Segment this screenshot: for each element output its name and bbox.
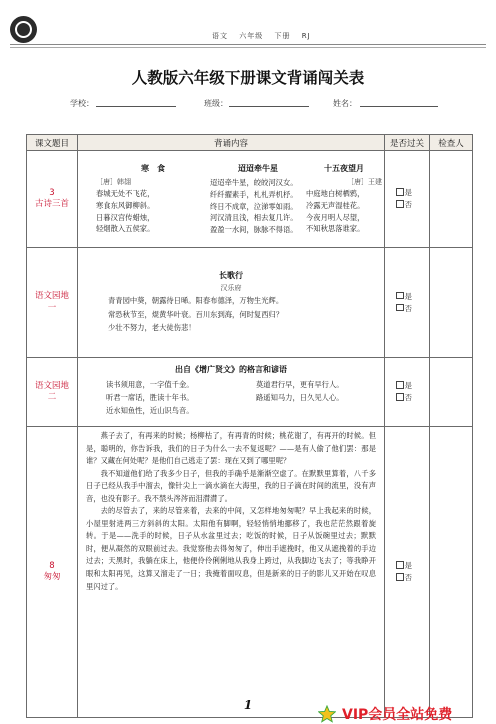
poem: 寒 食 ［唐］韩翃 春城无处不飞花， 寒食东风御柳斜。 日暮汉宫传蜡烛， 轻烟散入五侯家。 (96, 164, 165, 234)
star-icon (318, 705, 336, 723)
class-field[interactable] (229, 98, 309, 107)
checkbox-yes[interactable] (396, 188, 404, 196)
checkbox-no[interactable] (396, 573, 404, 581)
pass-check[interactable]: 是 否 (385, 358, 430, 427)
table-row (27, 151, 473, 248)
school-label: 学校： (70, 99, 94, 108)
checkbox-yes[interactable] (396, 561, 404, 569)
header-divider (10, 44, 486, 45)
poem: 迢迢牵牛星 迢迢牵牛星，皎皎河汉女。 纤纤擢素手，札札弄机杼。 终日不成章，泣涕零如雨。 河汉清且浅，相去复几许。 盈盈一水间，脉脉不得语。 (210, 164, 298, 234)
header-edition: RJ (301, 32, 311, 40)
page-number: 1 (243, 698, 253, 712)
header-divider-thin (10, 47, 486, 48)
recite-content: 出自《增广贤文》的格言和谚语 读书须用意，一字值千金。 莫道君行早，更有早行人。 听君一席话，胜读十年书。 路遥知马力，日久见人心。 近水知鱼性，近山识鸟音。 (78, 358, 385, 427)
table-row (27, 427, 473, 718)
lesson-title: 语文园地 一 (27, 248, 78, 358)
vip-text: VIP会员全站免费 (342, 707, 453, 723)
recitation-table (26, 134, 473, 718)
checkbox-no[interactable] (396, 304, 404, 312)
header-info (212, 31, 319, 41)
header-title: 课文题目 (27, 135, 78, 151)
table-row (27, 358, 473, 427)
table-header-row (27, 135, 473, 151)
table-row (27, 248, 473, 358)
checkbox-no[interactable] (396, 200, 404, 208)
recite-content: 燕子去了，有再来的时候；杨柳枯了，有再青的时候；桃花谢了，有再开的时候。但是，聪明的，你告诉我，我们的日子为什么一去不复返呢？——是有人偷了他们罢：那是谁？又藏在何处呢？是他们自己逃走了罢：现在又到了哪里呢？ 我不知道他们给了我多少日子，但我的手确乎是渐渐空虚了。在默默里算着，八千多日子已经从我手中溜去，像针尖上一滴水滴在大海里，我的日子滴在时间的流里，没有声音，也没有影子。我不禁头涔涔而泪潸潸了。 去的尽管去了，来的尽管来着，去来的中间，又怎样地匆匆呢？早上我起来的时候，小屋里射进两三方斜斜的太阳。太阳他有脚啊，轻轻悄悄地挪移了，我也茫茫然跟着旋转。于是——洗手的时候，日子从水盆里过去；吃饭的时候，日子从饭碗里过去；默默时，便从凝然的双眼前过去。我觉察他去得匆匆了，伸出手遮挽时，他又从遮挽着的手边过去；天黑时，我躺在床上，他便伶伶俐俐地从我身上跨过，从我脚边飞去了；等我睁开眼和太阳再见，这算又溜走了一日；我掩着面叹息，但是新来的日子的影儿又开始在叹息里闪过了。 (78, 427, 385, 718)
vip-watermark (318, 704, 452, 724)
name-field[interactable] (360, 98, 438, 107)
header-pass: 是否过关 (385, 135, 430, 151)
checkbox-yes[interactable] (396, 381, 404, 389)
recite-content (78, 151, 385, 248)
recite-content: 长歌行 汉乐府 青青园中葵，朝露待日晞。阳春布德泽，万物生光辉。 常恐秋节至，焜黄华叶衰。百川东到海，何时复西归？ 少壮不努力，老大徒伤悲！ (78, 248, 385, 358)
pass-check[interactable]: 是 否 (385, 151, 430, 248)
checkbox-no[interactable] (396, 393, 404, 401)
header-grade: 六年级 (239, 32, 264, 40)
header-term: 下册 (274, 32, 291, 40)
lesson-title: 3 古诗三首 (27, 151, 78, 248)
checker-cell[interactable] (430, 358, 473, 427)
class-label: 班级： (204, 99, 228, 108)
header-checker: 检查人 (430, 135, 473, 151)
header-content: 背诵内容 (78, 135, 385, 151)
pass-check[interactable]: 是 否 (385, 427, 430, 718)
school-field[interactable] (96, 98, 176, 107)
poem: 十五夜望月 ［唐］王建 中庭地白树栖鸦， 冷露无声湿桂花。 今夜月明人尽望， 不知秋思落谁家。 (306, 164, 382, 234)
lesson-title: 8 匆匆 (27, 427, 78, 718)
publisher-logo (10, 16, 37, 43)
pass-check[interactable]: 是 否 (385, 248, 430, 358)
page-title: 人教版六年级下册课文背诵闯关表 (131, 69, 365, 87)
checkbox-yes[interactable] (396, 292, 404, 300)
checker-cell[interactable] (430, 248, 473, 358)
lesson-title: 语文园地 二 (27, 358, 78, 427)
checker-cell[interactable] (430, 151, 473, 248)
header-subject: 语文 (212, 32, 228, 40)
name-label: 姓名： (333, 99, 357, 108)
checker-cell[interactable] (430, 427, 473, 718)
